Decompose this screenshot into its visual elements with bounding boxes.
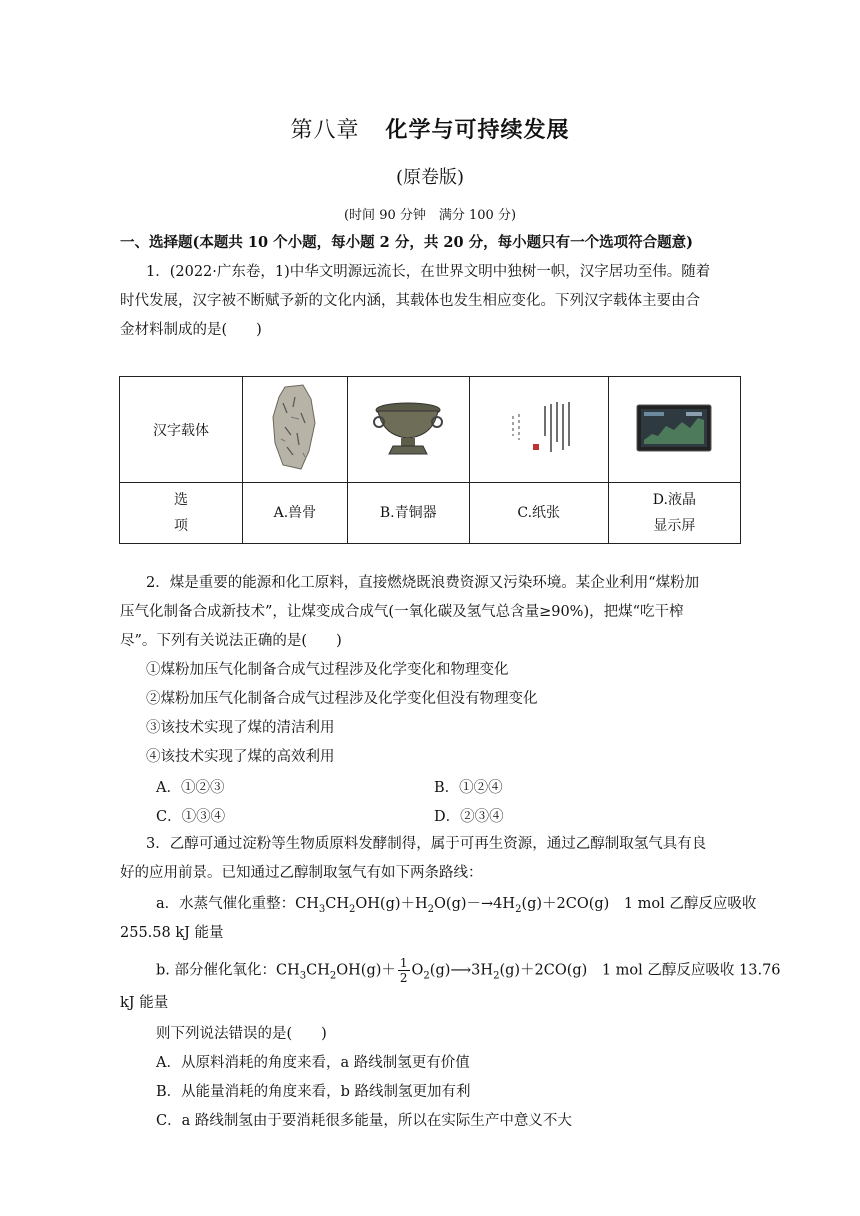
lcd-screen-image [608, 377, 740, 483]
q3-route-b: b. 部分催化氧化：$CH_3CH_2OH(g)+$ $\frac{1}{2}$ $O_2(g)⟶3H_2(g)+2CO(g)$ 1 mol 乙醇反应吸收 13.76 [156, 956, 781, 985]
option-a[interactable]: A.兽骨 [243, 483, 348, 544]
q2-statement-4: ④该技术实现了煤的高效利用 [146, 749, 335, 765]
q2-statement-3: ③该技术实现了煤的清洁利用 [146, 720, 335, 736]
oracle-bone-image [243, 377, 348, 483]
q3-choice-c[interactable]: C．a 路线制氢由于要消耗很多能量，所以在实际生产中意义不大 [156, 1113, 572, 1129]
q2-choice-c[interactable]: C．①③④ [156, 809, 226, 825]
chapter-title [0, 113, 860, 144]
exam-info: (时间 90 分钟 满分 100 分) [343, 208, 517, 223]
q1-line-3: 金材料制成的是( ) [120, 322, 262, 338]
q3-route-a: a．水蒸气催化重整：$CH_3CH_2OH(g)+H_2O(g)-\to 4H_2(g)+2CO(g)$ 1 mol 乙醇反应吸收 [156, 896, 757, 915]
table-row-header: 汉字载体 [120, 377, 243, 483]
option-header: 选 项 [120, 483, 243, 544]
q3-choice-b[interactable]: B．从能量消耗的角度来看，b 路线制氢更加有利 [156, 1084, 471, 1100]
bronze-vessel-image [347, 377, 469, 483]
q2-line-1: 2．煤是重要的能源和化工原料，直接燃烧既浪费资源又污染环境。某企业利用“煤粉加 [146, 575, 700, 591]
q3-line-1: 3．乙醇可通过淀粉等生物质原料发酵制得，属于可再生资源，通过乙醇制取氢气具有良 [146, 836, 707, 852]
q2-line-3: 尽”。下列有关说法正确的是( ) [120, 633, 342, 649]
q3-line-2: 好的应用前景。已知通过乙醇制取氢气有如下两条路线： [120, 865, 483, 881]
q2-statement-2: ②煤粉加压气化制备合成气过程涉及化学变化但没有物理变化 [146, 691, 538, 707]
chapter-number: 第八章 [290, 118, 360, 143]
option-b[interactable]: B.青铜器 [347, 483, 469, 544]
one-half-fraction: $\frac{1}{2}$ [399, 956, 408, 985]
q1-line-1: 1．(2022·广东卷，1)中华文明源远流长，在世界文明中独树一帜，汉字居功至伟。随着 [146, 264, 711, 280]
chapter-name: 化学与可持续发展 [385, 117, 570, 143]
q3-route-b-cont: kJ 能量 [120, 995, 169, 1011]
q1-options-table [119, 376, 741, 544]
q3-stem: 则下列说法错误的是( ) [156, 1026, 327, 1042]
q2-line-2: 压气化制备合成新技术”，让煤变成合成气(一氧化碳及氢气总含量≥90%)，把煤“吃干榨 [120, 604, 684, 620]
q3-choice-a[interactable]: A．从原料消耗的角度来看，a 路线制氢更有价值 [156, 1055, 470, 1071]
q2-statement-1: ①煤粉加压气化制备合成气过程涉及化学变化和物理变化 [146, 662, 509, 678]
q1-line-2: 时代发展，汉字被不断赋予新的文化内涵，其载体也发生相应变化。下列汉字载体主要由合 [120, 293, 700, 309]
calligraphy-paper-image [469, 377, 608, 483]
q2-choice-b[interactable]: B．①②④ [434, 780, 503, 796]
option-d[interactable]: D.液晶 显示屏 [608, 483, 740, 544]
q3-route-a-cont: 255.58 kJ 能量 [120, 925, 224, 941]
option-c[interactable]: C.纸张 [469, 483, 608, 544]
q2-choice-d[interactable]: D．②③④ [434, 809, 504, 825]
version-label: (原卷版) [395, 167, 465, 188]
section-heading: 一、选择题(本题共 10 个小题，每小题 2 分，共 20 分，每小题只有一个选项符合题意) [120, 234, 693, 251]
q2-choice-a[interactable]: A．①②③ [156, 780, 225, 796]
